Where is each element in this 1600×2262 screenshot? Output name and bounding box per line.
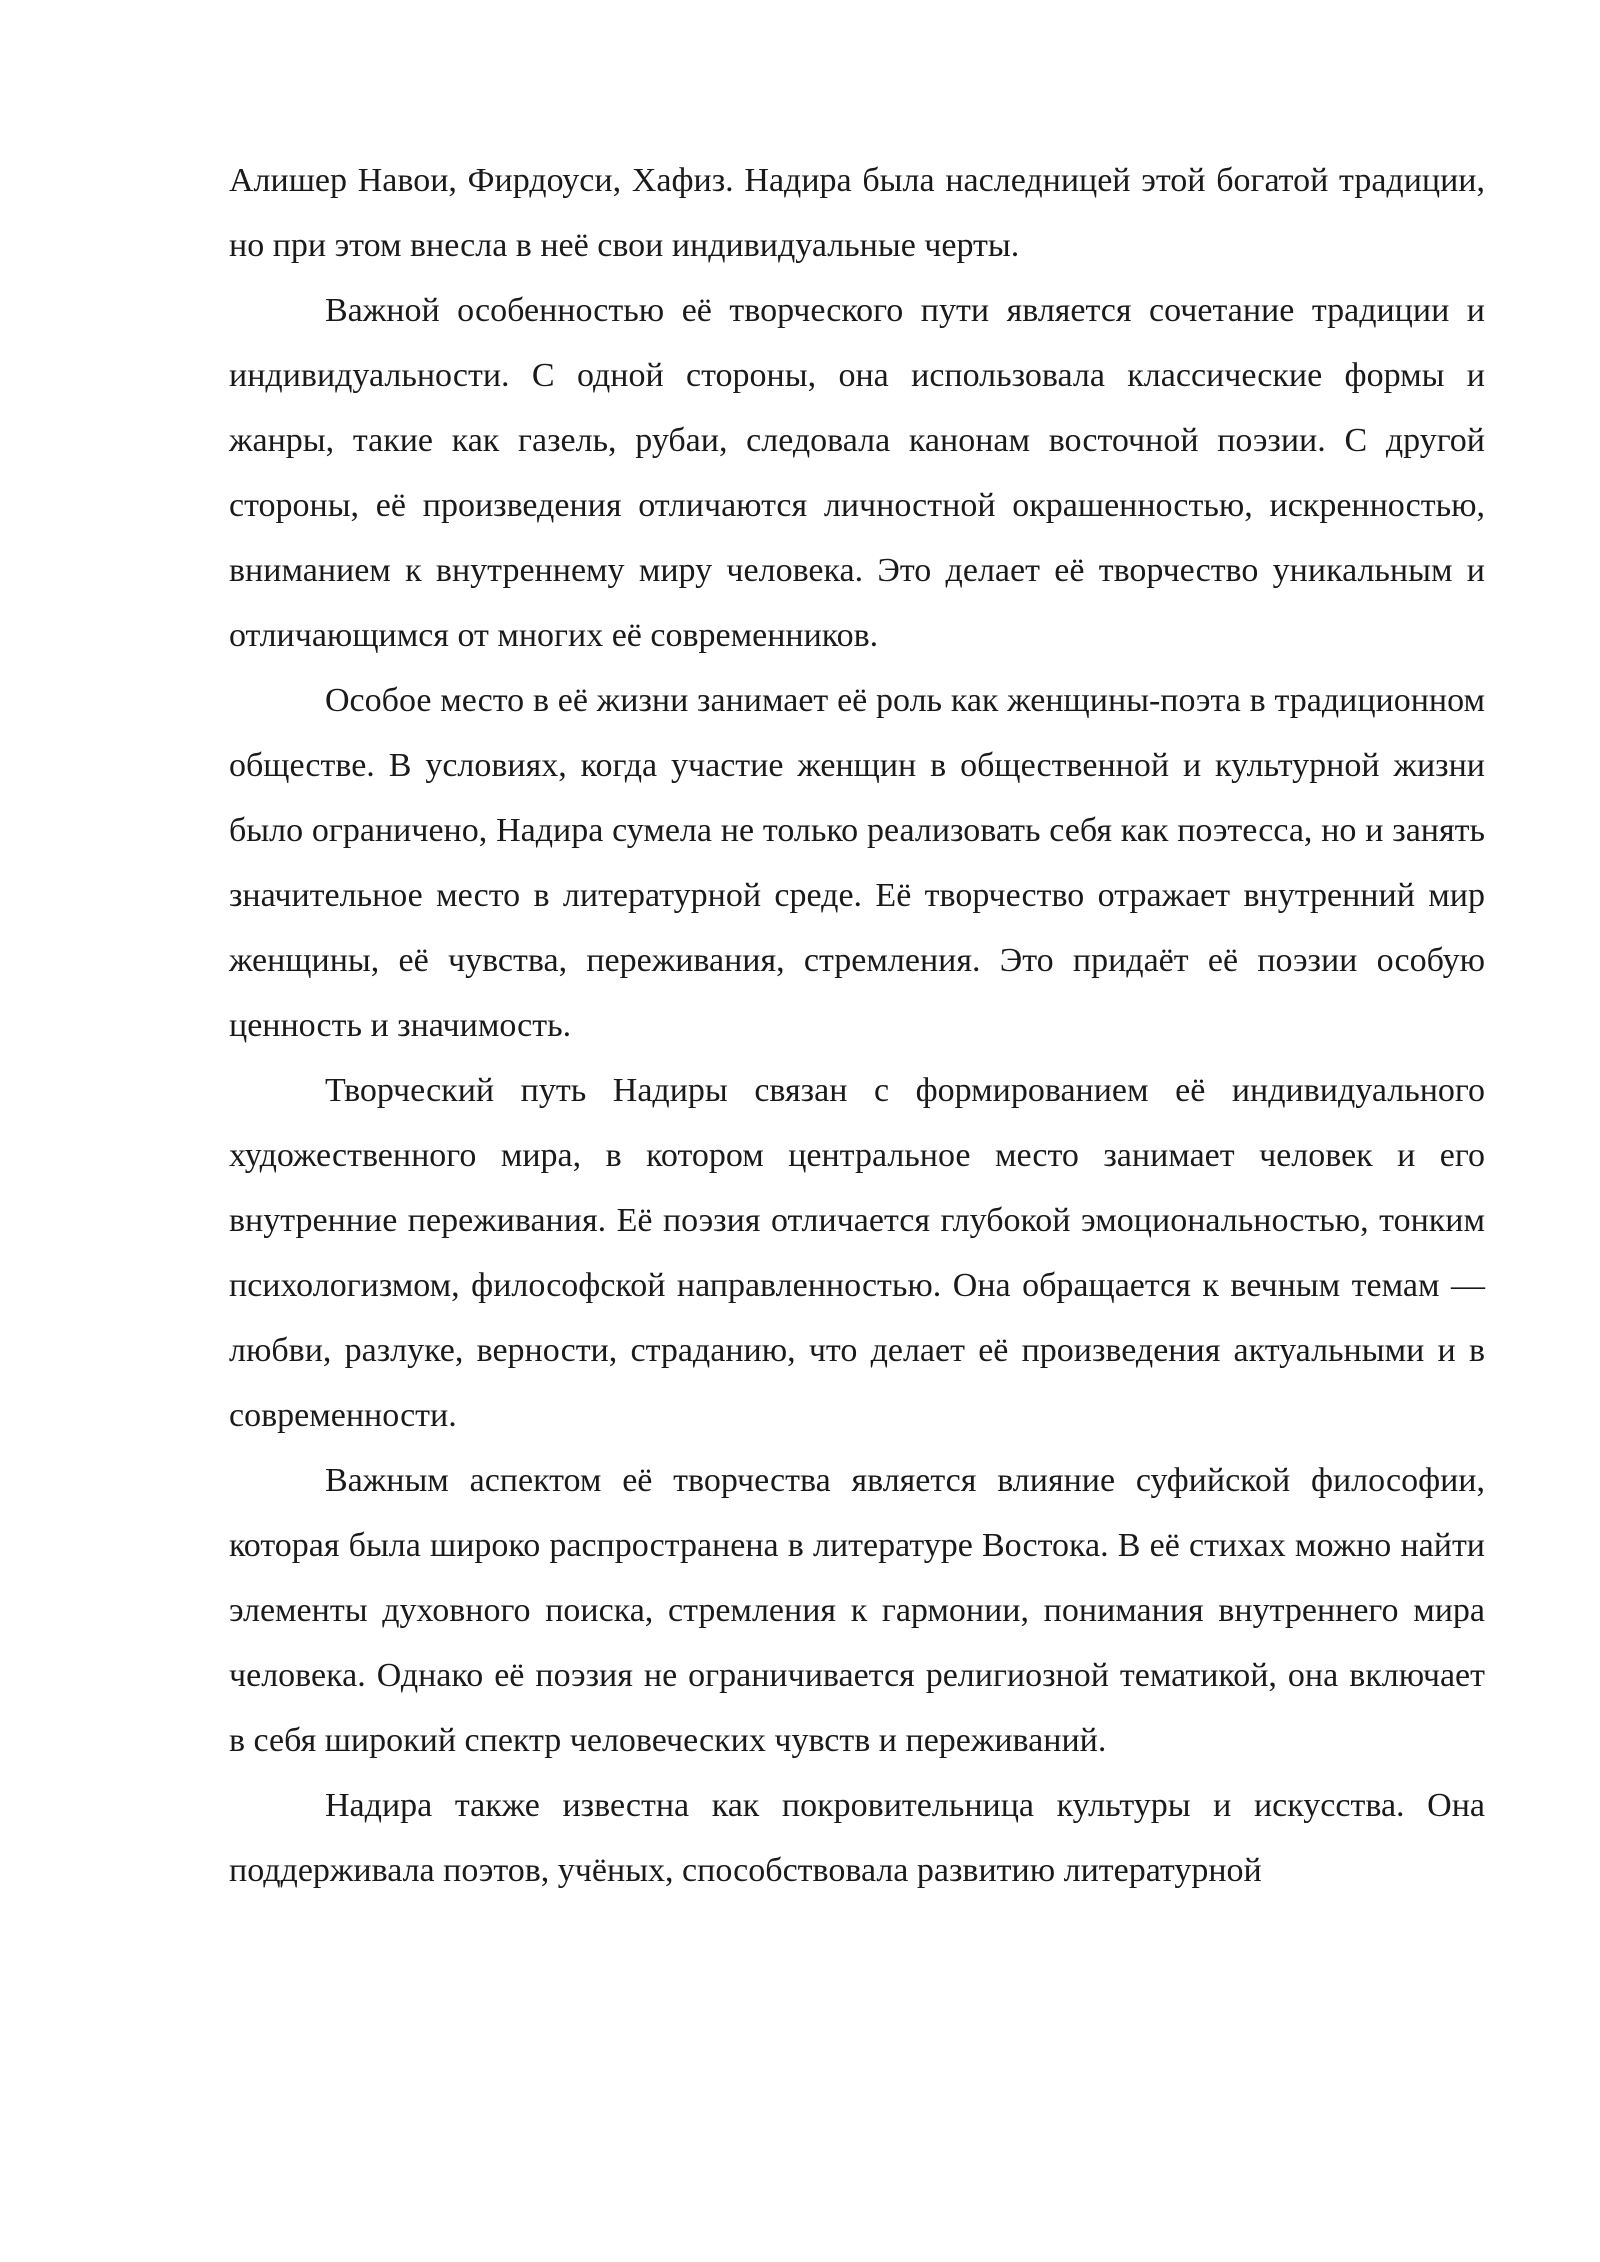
paragraph-creative-path: Творческий путь Надиры связан с формированием её индивидуального художественного мира, в котором центральное место занимает человек и его внутренние переживания. Её поэзия отличается глубокой эмоциональностью, тонким психологизмом, философской направленностью. Она обращается к вечным темам — любви, разлуке, верности, страданию, что делает её произведения актуальными и в современности.: [229, 1072, 1485, 1434]
paragraph-sufi-influence: Важным аспектом её творчества является влияние суфийской философии, которая была широко распространена в литературе Востока. В её стихах можно найти элементы духовного поиска, стремления к гармонии, понимания внутреннего мира человека. Однако её поэзия не ограничивается религиозной тематикой, она включает в себя широкий спектр человеческих чувств и переживаний.: [229, 1462, 1485, 1759]
paragraph-patronage: Надира также известна как покровительница культуры и искусства. Она поддерживала поэтов, учёных, способствовала развитию литературной: [229, 1787, 1485, 1889]
paragraph-tradition-individuality: Важной особенностью её творческого пути является сочетание традиции и индивидуальности. С одной стороны, она использовала классические формы и жанры, такие как газель, рубаи, следовала канонам восточной поэзии. С другой стороны, её произведения отличаются личностной окрашенностью, искренностью, вниманием к внутреннему миру человека. Это делает её творчество уникальным и отличающимся от многих её современников.: [229, 292, 1485, 654]
paragraph-continuation: Алишер Навои, Фирдоуси, Хафиз. Надира была наследницей этой богатой традиции, но при этом внесла в неё свои индивидуальные черты.: [229, 162, 1485, 264]
document-body: [229, 148, 1485, 1903]
paragraph-woman-poet-role: Особое место в её жизни занимает её роль как женщины-поэта в традиционном обществе. В условиях, когда участие женщин в общественной и культурной жизни было ограничено, Надира сумела не только реализовать себя как поэтесса, но и занять значительное место в литературной среде. Её творчество отражает внутренний мир женщины, её чувства, переживания, стремления. Это придаёт её поэзии особую ценность и значимость.: [229, 682, 1485, 1044]
